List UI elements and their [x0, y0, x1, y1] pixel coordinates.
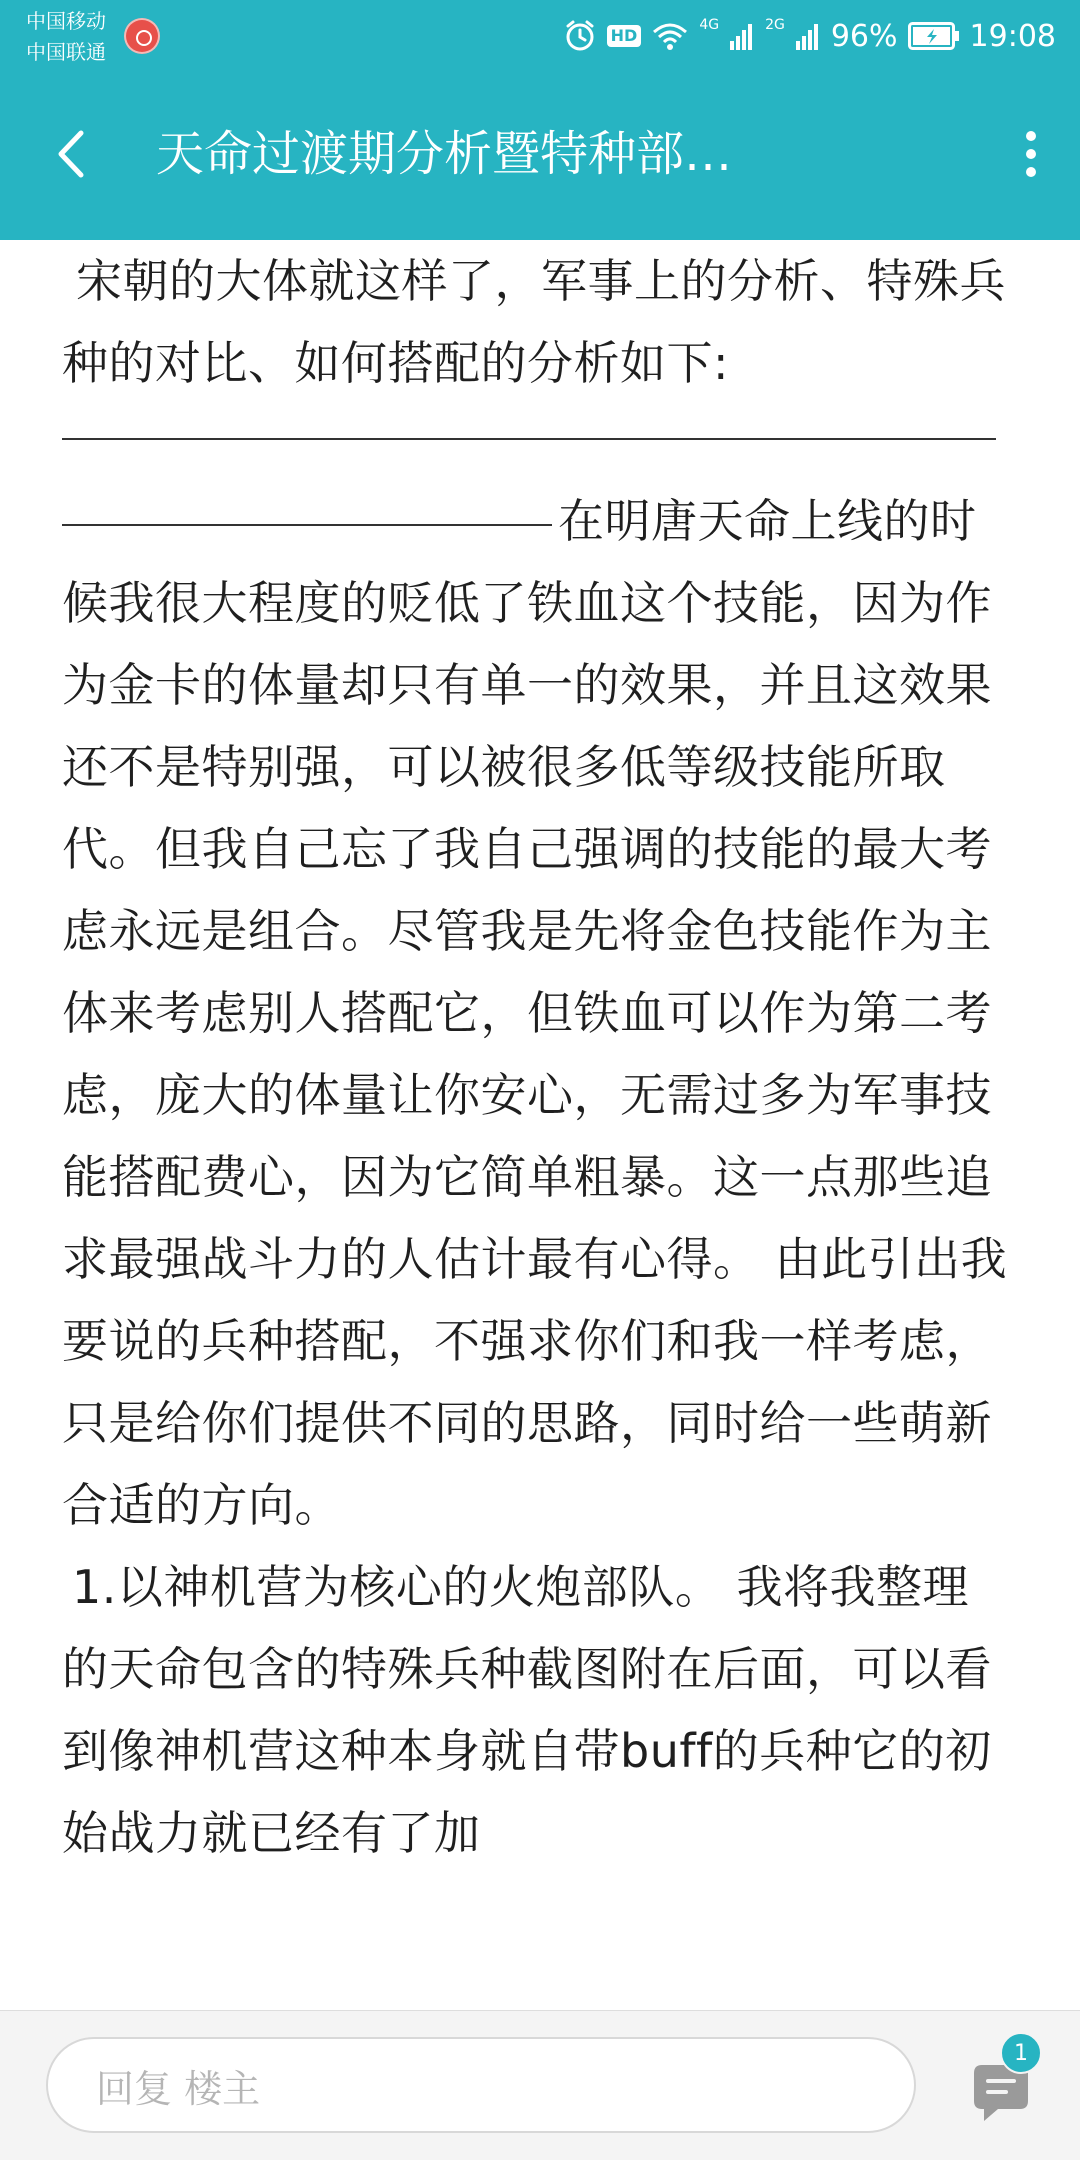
divider-line — [62, 438, 996, 440]
more-options-button[interactable] — [1006, 122, 1056, 186]
carrier-1: 中国移动 — [26, 9, 106, 33]
more-dot-icon — [1026, 167, 1036, 177]
more-dot-icon — [1026, 149, 1036, 159]
carrier-info — [26, 6, 106, 68]
post-paragraph-2: 在明唐天命上线的时候我很大程度的贬低了铁血这个技能，因为作为金卡的体量却只有单一的效果，并且这效果还不是特别强，可以被很多低等级技能所取代。但我自己忘了我自己强调的技能的最大考虑永远是组合。尽管我是先将金色技能作为主体来考虑别人搭配它，但铁血可以作为第二考虑，庞大的体量让你安心，无需过多为军事技能搭配费心，因为它简单粗暴。这一点那些追求最强战斗力的人估计最有心得。 由此引出我要说的兵种搭配，不强求你们和我一样考虑，只是给你们提供不同的思路，同时给一些萌新合适的方向。 — [62, 494, 1008, 1532]
battery-charging-icon — [908, 22, 960, 50]
chevron-left-icon — [53, 129, 87, 179]
battery-percent: 96% — [830, 18, 898, 54]
dash-line — [62, 524, 552, 526]
netease-music-icon — [124, 18, 160, 54]
post-paragraph-2-wrapper — [62, 480, 1012, 1546]
clock: 19:08 — [969, 18, 1056, 54]
alarm-icon — [563, 19, 597, 53]
network-type-2: 2G — [765, 17, 785, 33]
page-title: 天命过渡期分析暨特种部… — [156, 126, 733, 182]
top-bar — [0, 0, 1080, 240]
carrier-2: 中国联通 — [26, 40, 106, 64]
app-bar — [0, 72, 1080, 240]
signal-icon-1 — [729, 21, 755, 51]
post-content — [62, 240, 1012, 2010]
comment-count-badge: 1 — [1000, 2032, 1042, 2074]
signal-icon-2 — [795, 21, 821, 51]
reply-bar — [0, 2010, 1080, 2160]
status-icons — [563, 14, 1056, 58]
back-button[interactable] — [40, 122, 100, 186]
more-dot-icon — [1026, 131, 1036, 141]
reply-input[interactable]: 回复 楼主 — [46, 2037, 916, 2133]
hd-icon: HD — [607, 25, 642, 47]
post-paragraph-1: 宋朝的大体就这样了，军事上的分析、特殊兵种的对比、如何搭配的分析如下: — [62, 254, 1006, 390]
network-type-1: 4G — [699, 17, 720, 33]
wifi-icon — [651, 21, 689, 51]
post-paragraph-3: 1.以神机营为核心的火炮部队。 我将我整理的天命包含的特殊兵种截图附在后面，可以看到像神机营这种本身就自带buff的兵种它的初始战力就已经有了加 — [62, 1560, 992, 1860]
